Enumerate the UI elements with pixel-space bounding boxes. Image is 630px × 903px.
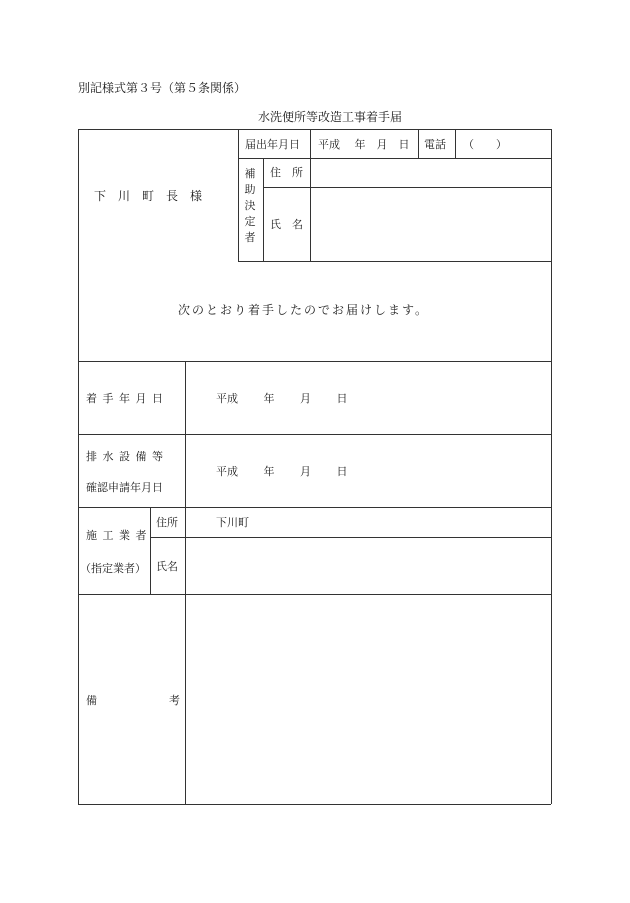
divider <box>238 129 239 261</box>
applicant-name-label: 氏 名 <box>270 218 303 231</box>
confirm-label-line1: 排 水 設 備 等 <box>86 450 164 463</box>
phone-value: （ ） <box>463 138 507 151</box>
divider <box>78 361 551 362</box>
divider <box>263 158 264 261</box>
table-border-left <box>78 129 79 804</box>
divider <box>238 261 551 262</box>
form-number: 別記様式第３号（第５条関係） <box>78 81 247 95</box>
contractor-address-value: 下川町 <box>216 516 249 529</box>
divider <box>238 158 551 159</box>
table-border-bottom <box>78 804 551 805</box>
divider <box>263 187 551 188</box>
addressee: 下 川 町 長 様 <box>94 189 203 203</box>
table-border-top <box>78 129 551 130</box>
divider <box>150 507 151 594</box>
confirm-label-line2: 確認申請年月日 <box>86 481 163 494</box>
divider <box>78 434 551 435</box>
applicant-label: 補助決定者 <box>244 167 256 244</box>
form-title: 水洗便所等改造工事着手届 <box>258 110 403 124</box>
divider <box>150 537 551 538</box>
divider <box>455 129 456 158</box>
divider <box>185 361 186 804</box>
table-border-right <box>551 129 552 804</box>
remarks-label-left: 備 <box>86 694 97 707</box>
start-date-label: 着 手 年 月 日 <box>86 392 164 405</box>
contractor-sub-label: （指定業者） <box>80 562 146 575</box>
phone-label: 電話 <box>424 138 446 151</box>
contractor-address-label: 住所 <box>156 516 178 529</box>
divider <box>418 129 419 158</box>
remarks-label-right: 考 <box>169 694 180 707</box>
contractor-label: 施 工 業 者 <box>86 529 148 542</box>
divider <box>78 507 551 508</box>
start-date-value: 平成 年 月 日 <box>216 392 348 405</box>
notice-text: 次のとおり着手したのでお届けします。 <box>178 303 430 317</box>
submission-date-value: 平成 年 月 日 <box>318 138 410 151</box>
confirm-date-value: 平成 年 月 日 <box>216 465 348 478</box>
contractor-name-label: 氏名 <box>156 560 178 573</box>
divider <box>78 594 551 595</box>
applicant-address-label: 住 所 <box>270 166 303 179</box>
submission-date-label: 届出年月日 <box>245 138 300 151</box>
divider <box>310 129 311 261</box>
